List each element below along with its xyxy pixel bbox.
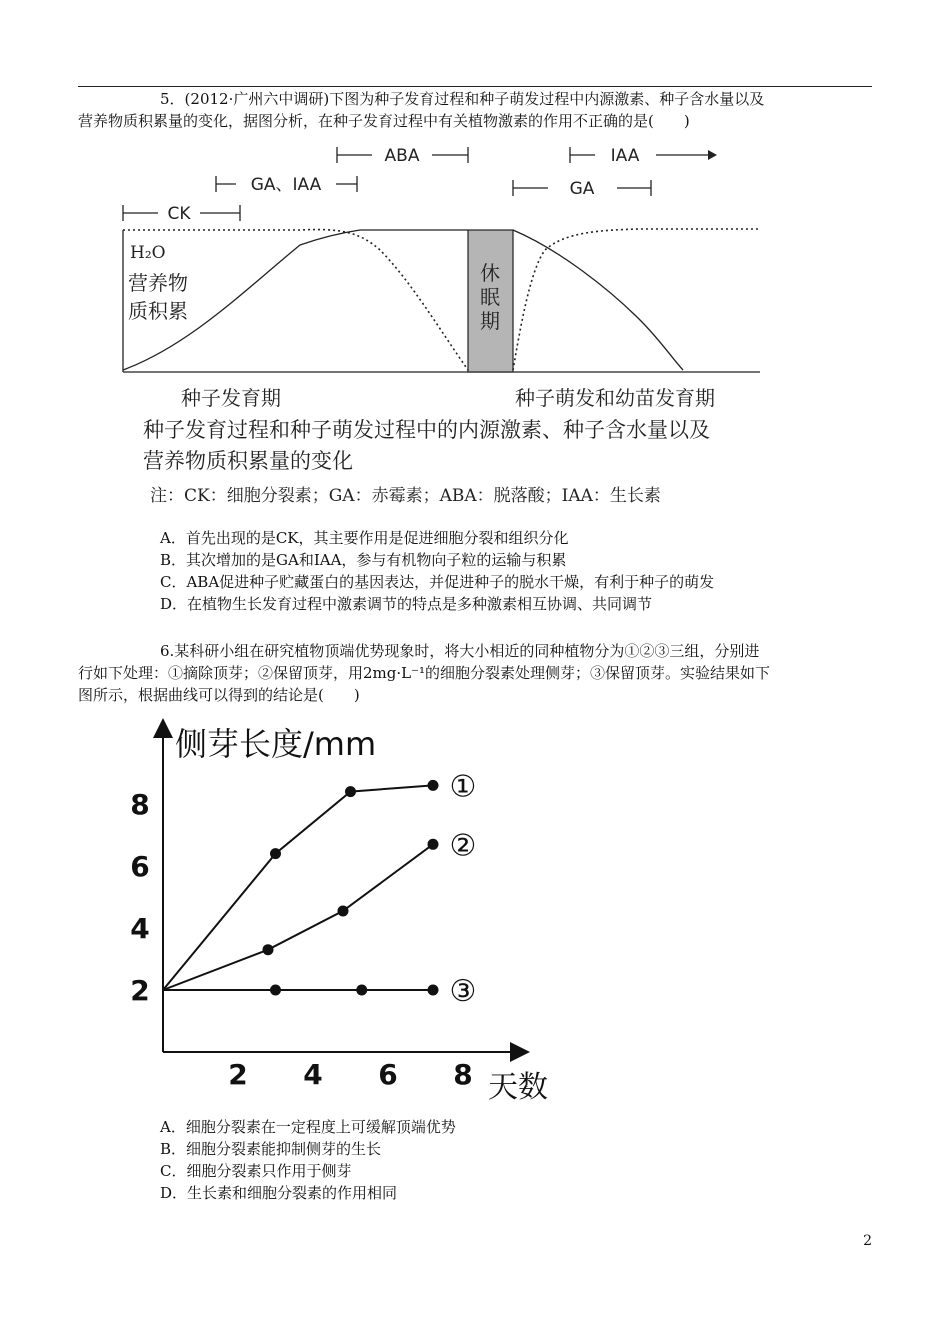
q6-series-line-2 — [163, 844, 433, 990]
q6-point-1-1 — [270, 848, 281, 859]
q6-point-1-2 — [345, 786, 356, 797]
q6-y-label: 侧芽长度/mm — [175, 725, 377, 763]
q6-point-3-2 — [356, 985, 367, 996]
q6-y-tick-2: 2 — [130, 974, 150, 1007]
q6-y-tick-6: 6 — [130, 850, 150, 883]
q6-point-2-2 — [338, 905, 349, 916]
phase-germination: 种子萌发和幼苗发育期 — [515, 386, 715, 410]
q6-option-d: D．生长素和细胞分裂素的作用相同 — [160, 1184, 398, 1202]
figure-caption-2: 营养物质积累量的变化 — [143, 449, 353, 473]
label-iaa-right: IAA — [610, 146, 640, 166]
q6-option-c: C．细胞分裂素只作用于侧芽 — [160, 1162, 352, 1180]
q6-point-2-1 — [263, 944, 274, 955]
q6-x-tick-2: 2 — [228, 1058, 248, 1091]
q6-series-line-1 — [163, 785, 433, 990]
dormancy-char-1: 休 — [480, 261, 500, 285]
q6-point-2-3 — [428, 839, 439, 850]
dormancy-char-2: 眠 — [480, 285, 500, 309]
label-nutrient-2: 质积累 — [128, 299, 188, 323]
q6-point-3-1 — [270, 985, 281, 996]
label-nutrient-1: 营养物 — [128, 271, 188, 295]
q6-stem-line3: 图所示，根据曲线可以得到的结论是( ) — [78, 686, 360, 704]
q5-option-b: B．其次增加的是GA和IAA，参与有机物向子粒的运输与积累 — [160, 551, 567, 569]
q5-option-a: A．首先出现的是CK，其主要作用是促进细胞分裂和组织分化 — [160, 529, 569, 547]
q6-y-tick-4: 4 — [130, 912, 150, 945]
label-ga-iaa: GA、IAA — [250, 175, 322, 195]
q6-stem-line1: 6.某科研小组在研究植物顶端优势现象时，将大小相近的同种植物分为①②③三组，分别进 — [160, 642, 760, 660]
q5-figure — [0, 0, 950, 520]
q6-series-label-2: ② — [449, 828, 477, 864]
figure-note: 注：CK：细胞分裂素；GA：赤霉素；ABA：脱落酸；IAA：生长素 — [150, 486, 661, 506]
page-number: 2 — [863, 1233, 872, 1249]
label-abа: ABA — [384, 146, 420, 166]
q6-point-1-3 — [428, 780, 439, 791]
q6-y-tick-8: 8 — [130, 788, 150, 821]
label-h2o: H₂O — [130, 243, 166, 263]
q6-series-label-1: ① — [449, 769, 477, 805]
q6-stem-line2: 行如下处理：①摘除顶芽；②保留顶芽，用2mg·L⁻¹的细胞分裂素处理侧芽；③保留顶芽。实验结果如下 — [78, 664, 771, 682]
dormancy-char-3: 期 — [480, 309, 500, 333]
q6-series-label-3: ③ — [449, 974, 477, 1009]
figure-caption-1: 种子发育过程和种子萌发过程中的内源激素、种子含水量以及 — [143, 418, 710, 442]
q6-x-tick-8: 8 — [453, 1058, 473, 1091]
q6-x-label: 天数 — [488, 1070, 548, 1105]
iaa-arrow-icon — [708, 150, 717, 160]
q5-stem-line1: 5．(2012·广州六中调研)下图为种子发育过程和种子萌发过程中内源激素、种子含水量以及 — [160, 90, 765, 108]
phase-development: 种子发育期 — [181, 386, 281, 410]
q6-option-a: A．细胞分裂素在一定程度上可缓解顶端优势 — [160, 1118, 456, 1136]
q6-point-3-3 — [428, 985, 439, 996]
q5-option-c: C．ABA促进种子贮藏蛋白的基因表达，并促进种子的脱水干燥，有利于种子的萌发 — [160, 573, 715, 591]
q6-chart — [0, 710, 600, 1110]
q6-x-tick-4: 4 — [303, 1058, 323, 1091]
q6-option-b: B．细胞分裂素能抑制侧芽的生长 — [160, 1140, 382, 1158]
water-curve-germ — [513, 229, 760, 370]
q5-stem-line2: 营养物质积累量的变化，据图分析，在种子发育过程中有关植物激素的作用不正确的是( ) — [78, 112, 690, 130]
nutrient-curve-germ — [513, 230, 683, 370]
q5-option-d: D．在植物生长发育过程中激素调节的特点是多种激素相互协调、共同调节 — [160, 595, 653, 613]
label-ga-right: GA — [569, 179, 595, 199]
label-ck: CK — [167, 204, 191, 224]
q6-x-tick-6: 6 — [378, 1058, 398, 1091]
